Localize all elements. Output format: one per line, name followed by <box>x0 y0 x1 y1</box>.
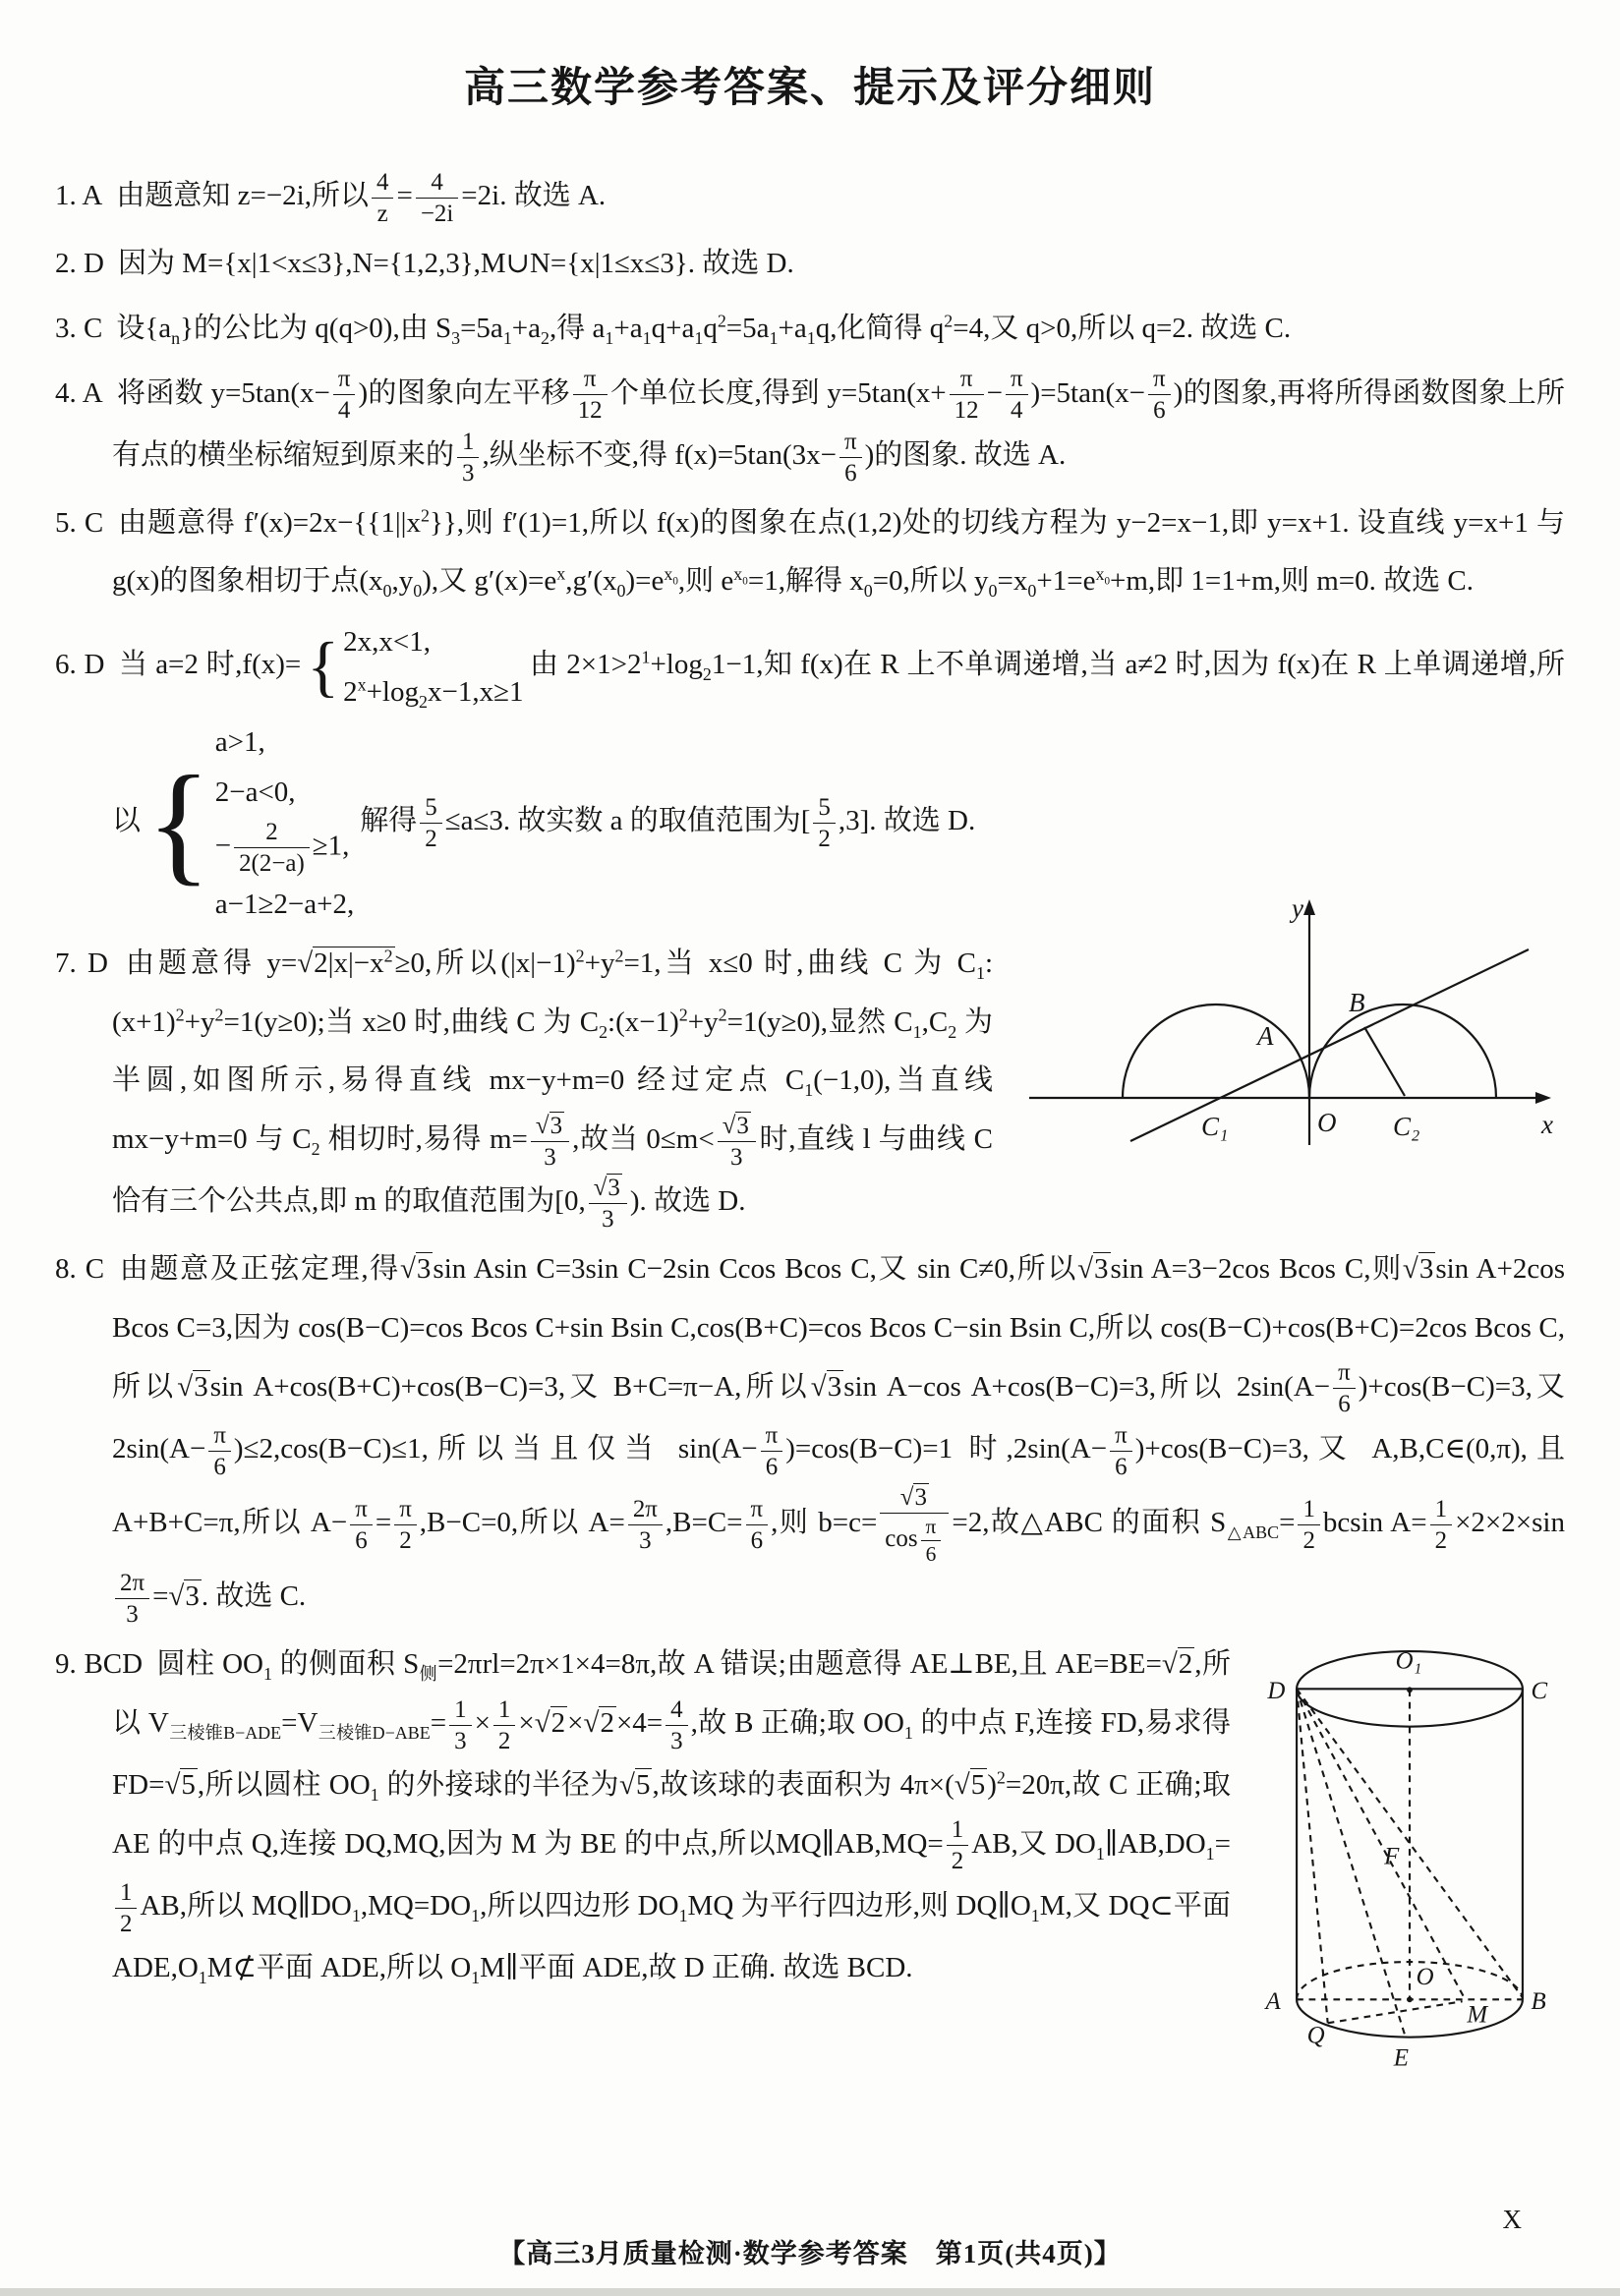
problem-4-solution: 将函数 y=5tan(x− $\frac{\pi}{4}$ )的图象向左平移 $\frac{\pi}{12}$ 个单位长度,得到 y=5tan(x+ $\frac{\pi}{12}$ − $\frac{\pi}{4}$ )=5tan(x− $\frac{\pi}{6}$ )的图象,再将所得函数图象上所有点的横坐标缩短到原来的 $\frac{1}{3}$ ,纵坐标不变,得 f(x)=5tan(3x− $\frac{\pi}{6}$ )的图象. 故选 A. <box>112 377 1565 471</box>
problem-3-answer: 3. C <box>55 312 103 344</box>
problem-2-solution: 因为 M={x|1<x≤3},N={1,2,3},M∪N={x|1≤x≤3}. 故选 D. <box>117 248 794 280</box>
problem-9-solution: 圆柱 $OO_1$ 的侧面积 $S_侧=2\pi rl=2\pi\times 1\times 4=8\pi$,故 A 错误;由题意得 AE⊥BE,且 AE=BE=√2,所以 $V_{三棱锥B-ADE}=V_{三棱锥D-ABE}=$ $\frac{1}{3}$ × $\frac{1}{2}$ ×√2×√2×4= $\frac{4}{3}$ ,故 B 正确;取 $OO_1$ 的中点 F,连接 FD,易求得 FD=√5,所以圆柱 $OO_1$ 的外接球的半径为√5,故该球的表面积为 $4\pi\times(√5)^2=20\pi$,故 C 正确;取 AE 的中点 Q,连接 DQ,MQ,因为 M 为 BE 的中点,所以MQ∥AB,MQ= $\frac{1}{2}$ AB,又 $DO_1\parallel AB,DO_1=$ $\frac{1}{2}$ AB,所以 $MQ\parallel DO_1,MQ=DO_1$,所以四边形 $DO_1MQ$ 为平行四边形,则 $DQ\parallel O_1M$,又 DQ⊂平面 $ADE,O_1M⊄$平面 ADE,所以 $O_1M\parallel$平面 ADE,故 D 正确. 故选 BCD. <box>112 1648 1232 1987</box>
point-a-label: A <box>1265 1988 1281 2016</box>
problem-4 <box>55 364 1565 488</box>
problem-8-answer: 8. C <box>55 1253 105 1286</box>
page-mark: X <box>1502 2205 1522 2234</box>
problem-8 <box>55 1240 1565 1630</box>
point-q-label: Q <box>1306 2022 1325 2049</box>
point-b-label: B <box>1349 988 1365 1018</box>
problem-5-solution: 由题意得 $f'(x)=2x-\{\{1||x^2\}\}$,则 f′(1)=1,所以 f(x)的图象在点(1,2)处的切线方程为 y−2=x−1,即 y=x+1. 设直线 y=x+1 与 g(x)的图象相切于点$(x_0,y_0)$,又 $g'(x)=e^x,g'(x_0)=e^{x_0}$,则 $e^{x_0}=1$,解得 $x_0=0$,所以 $y_0=x_0+1=e^{x_0}+m$,即 1=1+m,则 m=0. 故选 C. <box>112 505 1566 602</box>
semicircles-labels <box>1201 893 1553 1141</box>
problem-2 <box>55 235 1565 293</box>
semicircles-svg <box>1014 890 1565 1153</box>
y-axis-label: y <box>1292 893 1303 924</box>
cylinder-figure <box>1254 1622 1565 2082</box>
c2-label: C₂ <box>1393 1112 1420 1142</box>
problem-9 <box>55 1636 1565 2072</box>
scan-edge-strip <box>0 2288 1620 2296</box>
point-d-label: D <box>1267 1678 1286 1705</box>
problem-9-answer: 9. BCD <box>55 1648 144 1681</box>
point-f-label: F <box>1384 1843 1400 1870</box>
point-m-label: M <box>1467 2001 1488 2029</box>
cylinder-drawing <box>1297 1651 1523 2038</box>
page-title: 高三数学参考答案、提示及评分细则 <box>463 66 1156 111</box>
semicircles-drawing <box>1029 899 1551 1145</box>
c1-label: C₁ <box>1201 1112 1229 1142</box>
point-c-label: C <box>1531 1678 1548 1705</box>
problem-6 <box>55 617 1565 930</box>
cylinder-labels <box>1263 1647 1547 2071</box>
problem-1-answer: 1. A <box>55 180 103 212</box>
point-e-label: E <box>1393 2044 1409 2072</box>
origin-label: O <box>1317 1108 1337 1138</box>
problem-7-solution: 由题意得 $y=√2|x|-x^2\ge 0$,所以$(|x|-1)^2+y^2=1$,当 x≤0 时,曲线 C 为 $C_1:(x+1)^2+y^2=1(y\ge 0)$;当 x≥0 时,曲线 C 为 $C_2:(x-1)^2+y^2=1(y\ge 0)$,显然 $C_1,C_2$ 为半圆,如图所示,易得直线 mx−y+m=0 经过定点 $C_1(-1,0)$,当直线 mx−y+m=0 与 $C_2$ 相切时,易得 m= $\frac{√3}{3}$ ,故当 0≤m< $\frac{√3}{3}$ 时,直线 l 与曲线 C 恰有三个公共点,即 m 的取值范围为[0, $\frac{√3}{3}$ ). 故选 D. <box>112 947 993 1217</box>
problem-3 <box>55 300 1565 358</box>
problem-1 <box>55 167 1565 229</box>
problem-4-answer: 4. A <box>55 376 103 409</box>
problem-2-answer: 2. D <box>55 248 104 280</box>
problem-8-solution: 由题意及正弦定理,得√3sin Asin C=3sin C−2sin Ccos Bcos C,又 sin C≠0,所以√3sin A=3−2cos Bcos C,则√3sin A+2cos Bcos C=3,因为 cos(B−C)=cos Bcos C+sin Bsin C,cos(B+C)=cos Bcos C−sin Bsin C,所以 cos(B−C)+cos(B+C)=2cos Bcos C,所以√3sin A+cos(B+C)+cos(B−C)=3,又 B+C=π−A,所以√3sin A−cos A+cos(B−C)=3,所以 2sin(A− $\frac{\pi}{6}$ )+cos(B−C)=3,又 2sin(A− $\frac{\pi}{6}$ )≤2,cos(B−C)≤1,所以当且仅当 sin(A− $\frac{\pi}{6}$ )=cos(B−C)=1 时,2sin(A− $\frac{\pi}{6}$ )+cos(B−C)=3,又 A,B,C∈(0,π),且 A+B+C=π,所以 A− $\frac{\pi}{6}$ = $\frac{\pi}{2}$ ,B−C=0,所以 A= $\frac{2\pi}{3}$ ,B=C= $\frac{\pi}{6}$ ,则 b=c= √3 cos $\frac{\pi}{6}$ =2,故△ABC 的面积 $S_{\triangle ABC}=$ $\frac{1}{2}$ bcsin A= $\frac{1}{2}$ ×2×2×sin $\frac{2\pi}{3}$ =√3. 故选 C. <box>112 1253 1565 1612</box>
point-o1-label: O₁ <box>1395 1647 1422 1675</box>
point-b-label: B <box>1531 1988 1546 2016</box>
problem-6-solution: 当 a=2 时,f(x)= { 2x,x<1, $2^x+\log_2x-1,x\ge 1$ 由 $2\times 1>2^1+\log_21-1$,知 f(x)在 R 上不单调递增,当 a≠2 时,因为 f(x)在 R 上单调递增,所以 { a>1, 2−a<0, − $\frac{2}{2(2-a)}$ ≥1, a−1≥2−a+2, 解得 $\frac{5}{2}$ ≤a≤3. 故实数 a 的取值范围为[ $\frac{5}{2}$ ,3]. 故选 D. <box>112 625 1565 920</box>
page-footer: 【高三3月质量检测·数学参考答案 第1页(共4页)】 <box>498 2239 1122 2268</box>
problem-1-solution: 由题意知 z=−2i,所以 $\frac{4}{z}$ = $\frac{4}{-2i}$ =2i. 故选 A. <box>116 180 606 211</box>
problem-7-answer: 7. D <box>55 947 108 980</box>
point-o-label: O <box>1416 1964 1434 1991</box>
x-axis-label: x <box>1541 1110 1553 1140</box>
problem-5-answer: 5. C <box>55 506 104 539</box>
cylinder-svg <box>1254 1622 1565 2082</box>
problem-3-solution: 设$\{a_n\}$的公比为 q(q>0),由 $S_3=5a_1+a_2$,得 $a_1+a_1q+a_1q^2=5a_1+a_1q$,化简得 $q^2=4$,又 q>0,所以 q=2. 故选 C. <box>116 311 1292 348</box>
point-a-label: A <box>1257 1021 1274 1052</box>
semicircles-figure <box>1014 890 1565 1153</box>
problem-7 <box>55 893 1565 1234</box>
problem-6-answer: 6. D <box>55 649 105 681</box>
problem-5 <box>55 494 1565 611</box>
